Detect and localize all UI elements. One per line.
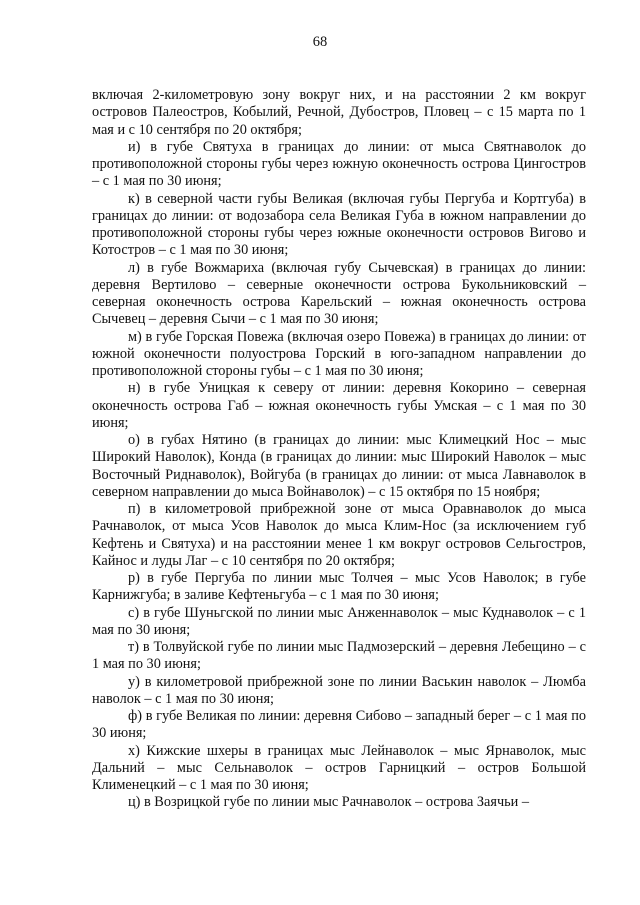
paragraph-continuation: включая 2-километровую зону вокруг них, и на расстоянии 2 км вокруг островов Палеостров, Кобылий, Речной, Дубостров, Пловец – с 15 марта по 1 мая и с 10 сентября по 20 октября; xyxy=(92,87,586,138)
paragraph-item-l: л) в губе Вожмариха (включая губу Сычевская) в границах до линии: деревня Вертилово – северные оконечности острова Букольниковский – северная оконечность острова Карельский – южная оконечность острова Сычевец – деревня Сычи – с 1 мая по 30 июня; xyxy=(92,259,586,328)
paragraph-item-p: п) в километровой прибрежной зоне от мыса Оравнаволок до мыса Рачнаволок, от мыса Усов Наволок до мыса Клим-Нос (за исключением губ Кефтень и Святуха) и на расстоянии менее 1 км вокруг островов Сельгостров, Кайнос и луды Лаг – с 10 сентября по 20 октября; xyxy=(92,501,586,569)
paragraph-item-o: о) в губах Нятино (в границах до линии: мыс Климецкий Нос – мыс Широкий Наволок), Конда (в границах до линии: мыс Широкий Наволок – мыс Восточный Риднаволок), Войгуба (в границах до линии: от мыса Лавнаволок в северном направлении до мыса Войнаволок) – с 15 октября по 15 ноября; xyxy=(92,432,586,500)
paragraph-item-ts: ц) в Возрицкой губе по линии мыс Рачнаволок – острова Заячьи – xyxy=(128,794,530,811)
paragraph-item-k: к) в северной части губы Великая (включая губы Пергуба и Кортгуба) в границах до линии: от водозабора села Великая Губа в южном направлении до противоположной стороны губы через южные оконечности островов Вигово и Котостров – с 1 мая по 30 июня; xyxy=(92,190,586,259)
paragraph-item-t: т) в Толвуйской губе по линии мыс Падмозерский – деревня Лебещино – с 1 мая по 30 июня; xyxy=(92,639,586,673)
body-text xyxy=(92,87,586,812)
paragraph-item-u: у) в километровой прибрежной зоне по линии Васькин наволок – Люмба наволок – с 1 мая по 30 июня; xyxy=(92,673,586,707)
paragraph-item-i: и) в губе Святуха в границах до линии: от мыса Святнаволок до противоположной стороны губы через южную оконечность острова Цингостров – с 1 мая по 30 июня; xyxy=(92,138,586,190)
paragraph-item-n: н) в губе Уницкая к северу от линии: деревня Кокорино – северная оконечность острова Габ – южная оконечность губы Умская – с 1 мая по 30 июня; xyxy=(92,380,586,431)
paragraph-item-r: р) в губе Пергуба по линии мыс Толчея – мыс Усов Наволок; в губе Карнижгуба; в заливе Кефтеньгуба – с 1 мая по 30 июня; xyxy=(92,570,586,604)
paragraph-item-m: м) в губе Горская Повежа (включая озеро Повежа) в границах до линии: от южной оконечности полуострова Горский в юго-западном направлении до противоположной стороны губы – с 1 мая по 30 июня; xyxy=(92,328,586,379)
paragraph-item-f: ф) в губе Великая по линии: деревня Сибово – западный берег – с 1 мая по 30 июня; xyxy=(92,708,586,742)
page-number: 68 xyxy=(312,34,328,50)
paragraph-item-kh: х) Кижские шхеры в границах мыс Лейнаволок – мыс Ярнаволок, мыс Дальний – мыс Сельнаволок – остров Гарницкий – остров Большой Клименецкий – с 1 мая по 30 июня; xyxy=(92,742,586,793)
paragraph-item-s: с) в губе Шуньгской по линии мыс Анженнаволок – мыс Куднаволок – с 1 мая по 30 июня; xyxy=(92,604,586,638)
